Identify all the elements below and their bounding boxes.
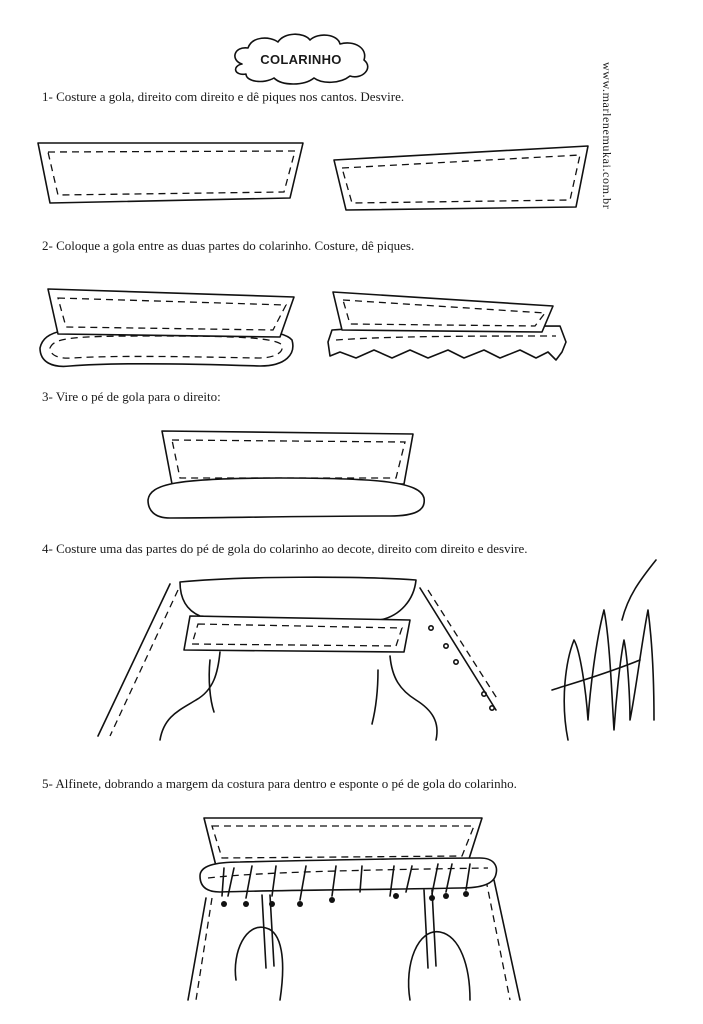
step-1-text: 1- Costure a gola, direito com direito e dê piques nos cantos. Desvire. (42, 89, 405, 104)
page-title: COLARINHO (260, 52, 342, 67)
step-3-text: 3- Vire o pé de gola para o direito: (42, 389, 221, 404)
step-3-collar (148, 431, 424, 518)
step-1-collar-left (38, 143, 303, 203)
website-url: www.marlenemukai.com.br (600, 62, 614, 210)
step-2-text: 2- Coloque a gola entre as duas partes do colarinho. Costure, dê piques. (42, 238, 415, 253)
step-4-text: 4- Costure uma das partes do pé de gola do colarinho ao decote, direito com direito e desvire. (42, 541, 528, 556)
step-5-text: 5- Alfinete, dobrando a margem da costura para dentro e esponte o pé de gola do colarinho. (42, 776, 517, 791)
signature (552, 560, 656, 740)
step-1-collar-right (334, 146, 588, 210)
step-5-shirt (188, 818, 520, 1000)
step-2-collar-left (40, 289, 294, 366)
step-4-shirt (98, 577, 498, 740)
step-2-collar-right (328, 292, 566, 360)
